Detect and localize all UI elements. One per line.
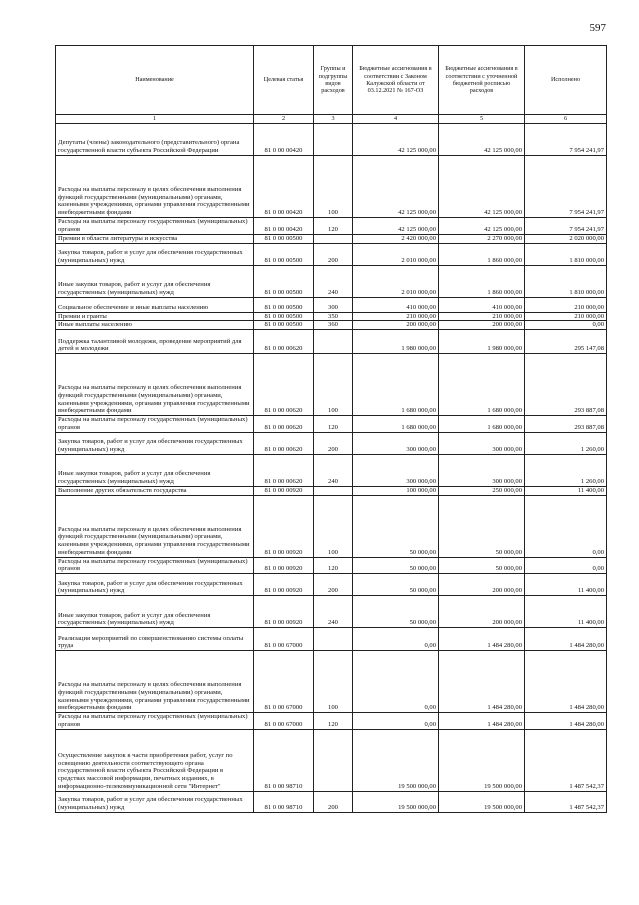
row-expense-group: 200 [314,791,353,812]
row-law-allocation: 0,00 [353,628,439,651]
header-executed: Исполнено [525,46,607,115]
row-executed: 293 887,08 [525,354,607,416]
row-name: Премии в области литературы и искусства [56,234,254,243]
row-refined-allocation: 19 500 000,00 [439,729,525,791]
row-target-article: 81 0 00 00620 [254,354,314,416]
row-name: Иные закупки товаров, работ и услуг для обеспечения государственных (муниципальных) нужд [56,596,254,628]
row-name: Расходы на выплаты персоналу государственных (муниципальных) органов [56,713,254,730]
row-name: Расходы на выплаты персоналу в целях обеспечения выполнения функций государственными (муниципальными) органами, казенными учреждениями, органами управления государственными внебюджетными фондами [56,495,254,557]
row-expense-group [314,628,353,651]
row-expense-group: 350 [314,312,353,321]
row-executed: 295 147,08 [525,330,607,354]
budget-table [55,45,607,813]
row-target-article: 81 0 00 67000 [254,651,314,713]
row-executed: 1 484 280,00 [525,628,607,651]
row-name: Расходы на выплаты персоналу в целях обеспечения выполнения функций государственными (муниципальными) органами, казенными учреждениями, органами управления государственными внебюджетными фондами [56,651,254,713]
row-target-article: 81 0 00 00420 [254,156,314,218]
row-executed: 1 810 000,00 [525,243,607,265]
row-refined-allocation: 1 680 000,00 [439,354,525,416]
row-expense-group: 120 [314,416,353,433]
row-refined-allocation: 200 000,00 [439,574,525,596]
table-row [56,454,607,486]
row-expense-group [314,124,353,156]
row-refined-allocation: 1 484 280,00 [439,651,525,713]
row-expense-group: 200 [314,432,353,454]
row-executed: 11 400,00 [525,574,607,596]
table-row [56,596,607,628]
row-law-allocation: 1 680 000,00 [353,416,439,433]
row-law-allocation: 2 010 000,00 [353,265,439,297]
row-law-allocation: 19 500 000,00 [353,791,439,812]
row-executed: 210 000,00 [525,297,607,312]
row-name: Закупка товаров, работ и услуг для обеспечения государственных (муниципальных) нужд [56,574,254,596]
table-row [56,354,607,416]
row-refined-allocation: 50 000,00 [439,557,525,574]
row-name: Депутаты (члены) законодательного (представительного) органа государственной власти субъекта Российской Федерации [56,124,254,156]
row-executed: 0,00 [525,321,607,330]
row-refined-allocation: 1 484 280,00 [439,713,525,730]
row-target-article: 81 0 00 00920 [254,486,314,495]
row-executed: 11 400,00 [525,486,607,495]
row-refined-allocation: 2 270 000,00 [439,234,525,243]
column-number: 1 [56,115,254,124]
row-refined-allocation: 1 484 280,00 [439,628,525,651]
row-refined-allocation: 42 125 000,00 [439,156,525,218]
row-expense-group: 240 [314,596,353,628]
table-row [56,432,607,454]
column-number: 5 [439,115,525,124]
row-target-article: 81 0 00 00620 [254,330,314,354]
row-law-allocation: 200 000,00 [353,321,439,330]
row-name: Расходы на выплаты персоналу в целях обеспечения выполнения функций государственными (муниципальными) органами, казенными учреждениями, органами управления государственными внебюджетными фондами [56,354,254,416]
header-law-allocation: Бюджетные ассигнования в соответствии с Законом Калужской области от 03.12.2021 № 167-ОЗ [353,46,439,115]
row-target-article: 81 0 00 98710 [254,791,314,812]
row-expense-group: 120 [314,557,353,574]
row-law-allocation: 410 000,00 [353,297,439,312]
row-law-allocation: 2 420 000,00 [353,234,439,243]
row-target-article: 81 0 00 00500 [254,234,314,243]
row-refined-allocation: 410 000,00 [439,297,525,312]
table-row [56,330,607,354]
row-law-allocation: 42 125 000,00 [353,124,439,156]
row-law-allocation: 1 680 000,00 [353,354,439,416]
row-executed: 1 484 280,00 [525,713,607,730]
row-target-article: 81 0 00 00500 [254,243,314,265]
table-row [56,265,607,297]
column-number: 4 [353,115,439,124]
row-target-article: 81 0 00 67000 [254,713,314,730]
row-refined-allocation: 1 980 000,00 [439,330,525,354]
row-expense-group: 100 [314,495,353,557]
row-name: Закупка товаров, работ и услуг для обеспечения государственных (муниципальных) нужд [56,432,254,454]
row-expense-group [314,330,353,354]
column-number-row [56,115,607,124]
header-name: Наименование [56,46,254,115]
row-expense-group: 100 [314,651,353,713]
row-name: Расходы на выплаты персоналу в целях обеспечения выполнения функций государственными (муниципальными) органами, казенными учреждениями, органами управления государственными внебюджетными фондами [56,156,254,218]
row-law-allocation: 50 000,00 [353,495,439,557]
row-law-allocation: 42 125 000,00 [353,156,439,218]
row-target-article: 81 0 00 67000 [254,628,314,651]
row-expense-group: 200 [314,574,353,596]
row-executed: 1 810 000,00 [525,265,607,297]
row-executed: 0,00 [525,495,607,557]
row-expense-group: 120 [314,218,353,235]
row-refined-allocation: 42 125 000,00 [439,218,525,235]
row-name: Закупка товаров, работ и услуг для обеспечения государственных (муниципальных) нужд [56,791,254,812]
table-row [56,574,607,596]
row-expense-group: 240 [314,265,353,297]
row-executed: 1 484 280,00 [525,651,607,713]
row-name: Иные закупки товаров, работ и услуг для обеспечения государственных (муниципальных) нужд [56,265,254,297]
table-row [56,321,607,330]
row-refined-allocation: 250 000,00 [439,486,525,495]
table-row [56,791,607,812]
row-executed: 1 260,00 [525,454,607,486]
row-executed: 1 487 542,37 [525,791,607,812]
row-expense-group: 120 [314,713,353,730]
table-row [56,124,607,156]
row-law-allocation: 0,00 [353,713,439,730]
row-name: Поддержка талантливой молодежи, проведение мероприятий для детей и молодежи [56,330,254,354]
row-law-allocation: 42 125 000,00 [353,218,439,235]
row-refined-allocation: 200 000,00 [439,321,525,330]
table-row [56,557,607,574]
row-expense-group [314,729,353,791]
row-name: Реализация мероприятий по совершенствованию системы оплаты труда [56,628,254,651]
table-body [56,124,607,813]
header-refined-allocation: Бюджетные ассигнования в соответствии с уточненной бюджетной росписью расходов [439,46,525,115]
table-row [56,495,607,557]
row-target-article: 81 0 00 00920 [254,557,314,574]
row-executed: 210 000,00 [525,312,607,321]
row-refined-allocation: 42 125 000,00 [439,124,525,156]
row-name: Расходы на выплаты персоналу государственных (муниципальных) органов [56,218,254,235]
row-target-article: 81 0 00 00500 [254,321,314,330]
row-target-article: 81 0 00 00920 [254,596,314,628]
row-name: Расходы на выплаты персоналу государственных (муниципальных) органов [56,557,254,574]
row-refined-allocation: 200 000,00 [439,596,525,628]
row-law-allocation: 300 000,00 [353,432,439,454]
row-name: Закупка товаров, работ и услуг для обеспечения государственных (муниципальных) нужд [56,243,254,265]
row-refined-allocation: 1 680 000,00 [439,416,525,433]
row-refined-allocation: 1 860 000,00 [439,243,525,265]
row-expense-group: 240 [314,454,353,486]
column-number: 3 [314,115,353,124]
row-law-allocation: 0,00 [353,651,439,713]
row-target-article: 81 0 00 00920 [254,495,314,557]
row-expense-group [314,486,353,495]
row-target-article: 81 0 00 00620 [254,416,314,433]
row-expense-group: 360 [314,321,353,330]
row-target-article: 81 0 00 00500 [254,265,314,297]
row-target-article: 81 0 00 98710 [254,729,314,791]
table-row [56,713,607,730]
row-expense-group: 200 [314,243,353,265]
row-law-allocation: 100 000,00 [353,486,439,495]
row-refined-allocation: 300 000,00 [439,454,525,486]
row-refined-allocation: 50 000,00 [439,495,525,557]
row-expense-group: 100 [314,354,353,416]
row-target-article: 81 0 00 00420 [254,124,314,156]
row-law-allocation: 19 500 000,00 [353,729,439,791]
header-expense-group: Группы и подгруппы видов расходов [314,46,353,115]
row-name: Премии и гранты [56,312,254,321]
table-row [56,243,607,265]
row-law-allocation: 300 000,00 [353,454,439,486]
row-name: Выполнение других обязательств государства [56,486,254,495]
row-name: Иные закупки товаров, работ и услуг для обеспечения государственных (муниципальных) нужд [56,454,254,486]
header-target-article: Целевая статья [254,46,314,115]
row-law-allocation: 210 000,00 [353,312,439,321]
row-target-article: 81 0 00 00920 [254,574,314,596]
row-executed: 1 260,00 [525,432,607,454]
row-target-article: 81 0 00 00500 [254,297,314,312]
row-law-allocation: 1 980 000,00 [353,330,439,354]
row-refined-allocation: 1 860 000,00 [439,265,525,297]
table-row [56,297,607,312]
row-expense-group [314,234,353,243]
row-name: Социальное обеспечение и иные выплаты населению [56,297,254,312]
column-number: 6 [525,115,607,124]
row-law-allocation: 2 010 000,00 [353,243,439,265]
row-executed: 7 954 241,97 [525,124,607,156]
table-row [56,628,607,651]
table-row [56,218,607,235]
table-row [56,486,607,495]
page-number: 597 [589,22,606,34]
row-target-article: 81 0 00 00420 [254,218,314,235]
column-number: 2 [254,115,314,124]
row-refined-allocation: 210 000,00 [439,312,525,321]
row-refined-allocation: 300 000,00 [439,432,525,454]
row-law-allocation: 50 000,00 [353,557,439,574]
row-executed: 2 020 000,00 [525,234,607,243]
row-target-article: 81 0 00 00620 [254,432,314,454]
table-row [56,156,607,218]
row-executed: 0,00 [525,557,607,574]
row-executed: 11 400,00 [525,596,607,628]
table-row [56,729,607,791]
row-executed: 7 954 241,97 [525,156,607,218]
row-refined-allocation: 19 500 000,00 [439,791,525,812]
row-law-allocation: 50 000,00 [353,596,439,628]
row-executed: 293 887,08 [525,416,607,433]
row-expense-group: 100 [314,156,353,218]
row-target-article: 81 0 00 00500 [254,312,314,321]
table-row [56,651,607,713]
header-row [56,46,607,115]
table-row [56,234,607,243]
row-name: Иные выплаты населению [56,321,254,330]
row-law-allocation: 50 000,00 [353,574,439,596]
table-row [56,312,607,321]
row-name: Расходы на выплаты персоналу государственных (муниципальных) органов [56,416,254,433]
row-name: Осуществление закупок в части приобретения работ, услуг по освещению деятельности соответствующего органа государственной власти субъекта Российской Федерации в средствах массовой информации, печатных изданиях, в информационно-телекоммуникационной сети "Интернет" [56,729,254,791]
table-row [56,416,607,433]
row-expense-group: 300 [314,297,353,312]
row-executed: 1 487 542,37 [525,729,607,791]
row-executed: 7 954 241,97 [525,218,607,235]
row-target-article: 81 0 00 00620 [254,454,314,486]
